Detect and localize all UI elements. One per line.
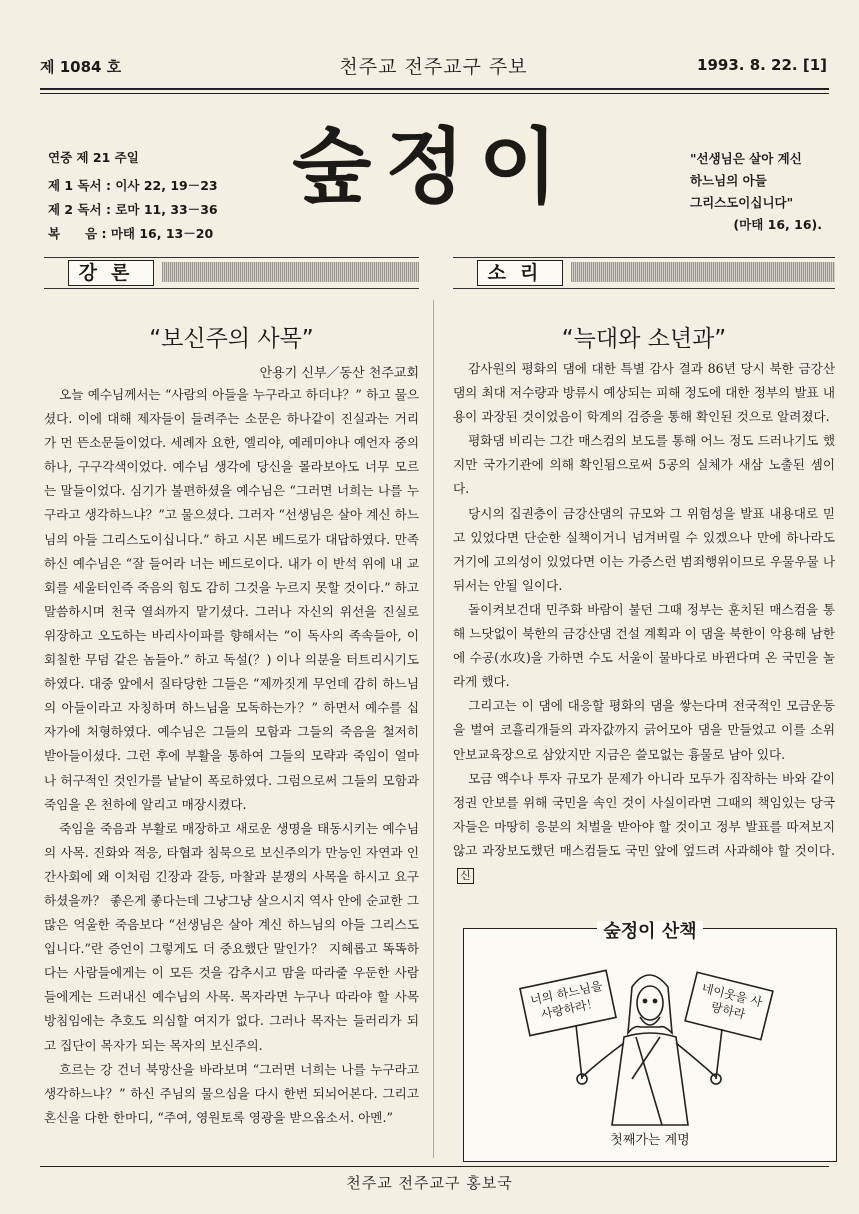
publication-name: 천주교 전주교구 주보	[339, 56, 528, 78]
cartoon-title-text: 숲정이 산책	[597, 921, 702, 942]
cartoon-caption: 첫째가는 계명	[610, 1133, 690, 1148]
first-reading: 제 1 독서 : 이사 22, 19－23	[48, 178, 218, 193]
paragraph: 돌이켜보건대 민주화 바람이 불던 그때 정부는 훈치된 매스컴을 통해 느닷없이 북한의 금강산댐 건설 계획과 이 댐을 북한이 악용해 남한에 수공(水攻)을 가하면 수도 서울이 물바다로 바뀐다며 온 국민을 놀라게 했다.	[453, 601, 835, 690]
homily-body	[44, 383, 419, 1130]
publication-date: 1993. 8. 22. [1]	[697, 56, 827, 74]
editorial-body	[453, 357, 835, 887]
second-reading: 제 2 독서 : 로마 11, 33－36	[48, 202, 218, 217]
epigraph-reference: (마태 16, 16).	[733, 217, 822, 232]
homily-author: 안용기 신부／동산 천주교회	[259, 366, 419, 381]
editorial-title: “늑대와 소년과”	[561, 326, 727, 352]
section-label: 소리	[477, 260, 563, 286]
epigraph	[690, 148, 840, 236]
footer-rule	[40, 1166, 829, 1167]
paragraph	[453, 767, 835, 887]
editorial-section-header	[453, 257, 835, 289]
paragraph: 흐르는 강 건너 북망산을 바라보며 “그러면 너희는 나를 누구라고 생각하느냐？” 하신 주님의 물으심을 다시 한번 되뇌어본다. 그리고 혼신을 다한 한마디, “주여, 영원토록 영광을 받으옵소서. 아멘.”	[44, 1061, 419, 1125]
cartoon-panel	[463, 921, 837, 1162]
section-header-texture	[162, 262, 419, 282]
homily-section-header	[44, 257, 419, 289]
section-header-texture	[571, 262, 835, 282]
epigraph-line: 하느님의 아들	[690, 173, 767, 188]
paragraph: 그리고는 이 댐에 대응할 평화의 댐을 쌓는다며 전국적인 모금운동을 벌여 코흘리개들의 과자값까지 긁어모아 댐을 만들었고 이를 소위 안보교육장으로 삼았지만 지금은 쓸모없는 흉물로 남아 있다.	[453, 698, 835, 762]
paragraph: 오늘 예수님께서는 “사람의 아들을 누구라고 하더냐？” 하고 물으셨다. 이에 대해 제자들이 들려주는 소문은 하나같이 진실과는 거리가 먼 뜬소문들이었다. 세례자 요한, 엘리야, 예레미야나 예언자 중의 하나, 구구각색이었다. 예수님 생각에 당신을 몰라보아도 너무 모르는 말들이었다. 심기가 불편하셨을 예수님은 “그러면 너희는 나를 누구라고 생각하느냐？”고 물으셨다. 그러자 “선생님은 살아 계신 하느님의 아들 그리스도이십니다.” 하고 시몬 베드로가 대답하였다. 만족하신 예수님은 “잘 들어라 너는 베드로이다. 내가 이 반석 위에 내 교회를 세울터인즉 죽음의 힘도 감히 그것을 누르지 못할 것이다.” 하고 말씀하시며 천국 열쇠까지 맡기셨다. 그러나 자신의 위선을 진실로 위장하고 오도하는 바리사이파를 향해서는 “이 독사의 족속들아, 이 회칠한 무덤 같은 놈들아.” 하고 독설(？) 이나 의분을 터트리시기도 하였다. 대중 앞에서 질타당한 그들은 “제까짓게 무언데 감히 하느님의 아들이라고 자칭하며 하느님을 모독하는가？” 하면서 예수를 십자가에 처형하였다. 예수님은 그들의 모함과 그들의 죽음을 철저히 받아들이셨다. 그런 후에 부활을 통하여 그들의 모략과 죽임이 얼마나 허구적인 것인가를 낱낱이 폭로하였다. 그럼으로써 그들의 모함과 죽임을 온 천하에 알리고 매장시켰다.	[44, 387, 419, 812]
section-label: 강론	[68, 260, 154, 286]
paragraph: 감사원의 평화의 댐에 대한 특별 감사 결과 86년 당시 북한 금강산댐의 최대 저수량과 방류시 예상되는 피해 정도에 대한 정부의 발표 내용이 과장된 것이었음이 학계의 검증을 통해 확인된 것으로 알려졌다.	[453, 361, 835, 425]
header-rule	[40, 88, 829, 94]
masthead-logo: 숲정이	[292, 120, 572, 215]
epigraph-line: "선생님은 살아 계신	[690, 151, 802, 166]
left-sign-text: 너의 하느님을 사랑하라！	[528, 978, 604, 1022]
paragraph-text: 모금 액수나 투자 규모가 문제가 아니라 모두가 짐작하는 바와 같이 정권 안보를 위해 국민을 속인 것이 사실이라면 그때의 책임있는 당국자들은 마땅히 응분의 처벌을 받아야 할 것이고 정부 발표를 따져보지 않고 과장보도했던 매스컴들도 국민 앞에 엎드려 사과해야 할 것이다.	[453, 770, 835, 858]
end-mark: 신	[457, 868, 474, 884]
liturgical-readings	[48, 146, 218, 246]
gospel-reading: 복 음 : 마태 16, 13－20	[48, 226, 214, 241]
column-divider	[433, 300, 434, 1158]
homily-title: “보신주의 사목”	[149, 326, 314, 352]
liturgical-week: 연중 제 21 주일	[48, 150, 139, 165]
paragraph: 당시의 집권층이 금강산댐의 규모와 그 위험성을 발표 내용대로 믿고 있었다면 단순한 실책이거니 넘겨버릴 수 있겠으나 만에 하나라도 거기에 고의성이 있었다면 이는 가증스런 범죄행위이므로 우물우물 나뒤서는 안될 일이다.	[453, 505, 835, 593]
top-strip	[40, 52, 827, 80]
issue-number: 제 1084 호	[40, 58, 122, 76]
paragraph: 평화댐 비리는 그간 매스컴의 보도를 통해 어느 정도 드러나기도 했지만 국가기관에 의해 확인됨으로써 5공의 실체가 새삼 노출된 셈이다.	[453, 433, 835, 497]
epigraph-line: 그리스도이십니다"	[690, 195, 794, 210]
jesus-illustration	[464, 929, 836, 1161]
footer-publisher: 천주교 전주교구 홍보국	[346, 1174, 513, 1192]
paragraph: 죽임을 죽음과 부활로 매장하고 새로운 생명을 태동시키는 예수님의 사목. 진화와 적응, 타협과 침묵으로 보신주의가 만능인 자연과 인간사회에 왜 이처럼 긴장과 갈등, 마찰과 분쟁의 사목을 하시고 요구하셨을까？ 좋은게 좋다는데 그냥그냥 살으시지 역사 안에 순교한 그 많은 억울한 죽음보다 “선생님은 살아 계신 하느님의 아들 그리스도입니다.”란 증언이 그렇게도 더 중요했단 말인가？ 지혜롭고 똑똑하다는 사람들에게는 이 모든 것을 감추시고 맘을 따라줄 우둔한 사람들에게는 드러내신 예수님의 사목. 목자라면 누구나 따라야 할 사목 방침임에는 추호도 의심할 여지가 없다. 그러나 목자는 들러리가 되고 집단이 목자가 되는 목자의 보신주의.	[44, 820, 419, 1053]
right-sign-text: 네이웃을 사랑하라	[700, 980, 764, 1022]
